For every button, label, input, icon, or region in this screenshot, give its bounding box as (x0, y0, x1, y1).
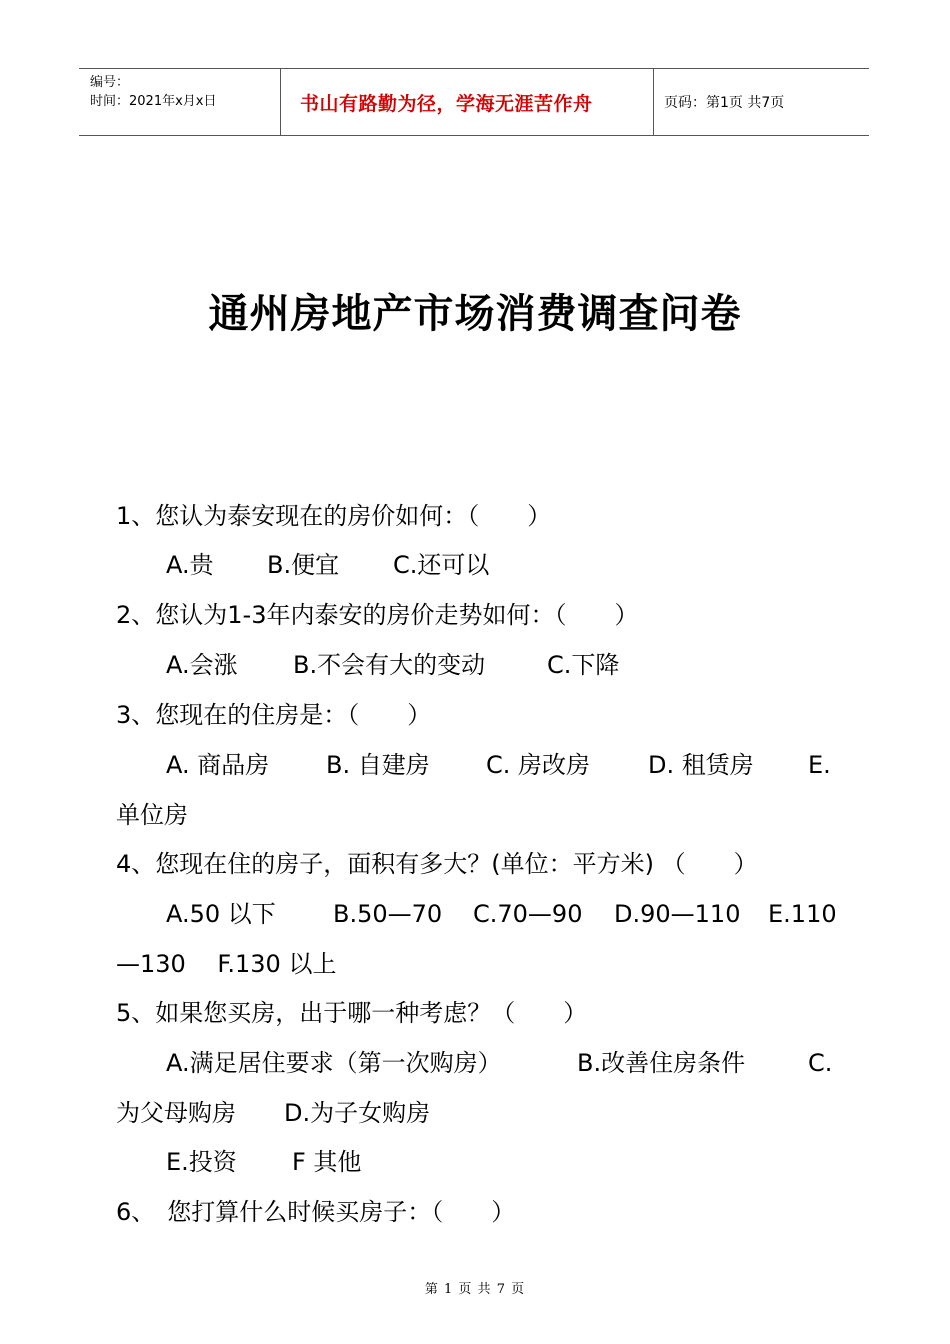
code-label: 编号： (90, 75, 130, 90)
question-3-options (166, 750, 831, 780)
option: E.110 (768, 900, 837, 928)
option: D.90—110 (614, 900, 741, 928)
option: B.改善住房条件 (577, 1049, 746, 1077)
question-5: 5、如果您买房，出于哪一种考虑？（ ） (116, 999, 588, 1027)
document-title: 通州房地产市场消费调查问卷 (208, 290, 742, 337)
option: A.会涨 (166, 651, 238, 679)
question-5-options (166, 1048, 832, 1078)
option: A.贵 (166, 551, 214, 579)
option: C.下降 (547, 651, 620, 679)
option: B.50—70 (333, 900, 443, 928)
header-meta (79, 69, 281, 135)
option: C.70—90 (473, 900, 583, 928)
option: E. (808, 751, 831, 779)
question-3-wrap: 单位房 (116, 801, 188, 829)
header-motto (281, 69, 654, 135)
motto-text: 书山有路勤为径，学海无涯苦作舟 (300, 92, 593, 115)
page-footer: 第 1 页 共 7 页 (424, 1282, 526, 1297)
question-5-options-2 (166, 1147, 361, 1177)
option: B. 自建房 (326, 751, 430, 779)
option: A. 商品房 (166, 751, 270, 779)
question-4: 4、您现在住的房子，面积有多大？(单位：平方米) （ ） (116, 850, 758, 878)
header-page-info (654, 69, 869, 135)
option: A.满足居住要求（第一次购房） (166, 1049, 502, 1077)
question-1: 1、您认为泰安现在的房价如何：（ ） (116, 502, 552, 530)
option: A.50 以下 (166, 900, 276, 928)
question-6: 6、 您打算什么时候买房子：（ ） (116, 1198, 516, 1226)
question-2: 2、您认为1-3年内泰安的房价走势如何：（ ） (116, 601, 639, 629)
option: E.投资 (166, 1148, 237, 1176)
option: C. 房改房 (486, 751, 591, 779)
page-header (79, 68, 869, 136)
option: D. 租赁房 (648, 751, 754, 779)
option: C.还可以 (393, 551, 490, 579)
question-5-wrap: 为父母购房 D.为子女购房 (116, 1099, 431, 1127)
question-4-wrap: —130 F.130 以上 (116, 950, 337, 978)
option: F 其他 (292, 1148, 362, 1176)
time-label: 时间：2021年x月x日 (90, 94, 217, 109)
option: C. (808, 1049, 833, 1077)
question-4-options (166, 899, 837, 929)
page-info-text: 页码：第1页 共7页 (664, 95, 785, 111)
question-1-options (166, 550, 489, 580)
question-2-options (166, 650, 619, 680)
question-3: 3、您现在的住房是：（ ） (116, 701, 432, 729)
option: B.便宜 (267, 551, 340, 579)
option: B.不会有大的变动 (293, 651, 486, 679)
